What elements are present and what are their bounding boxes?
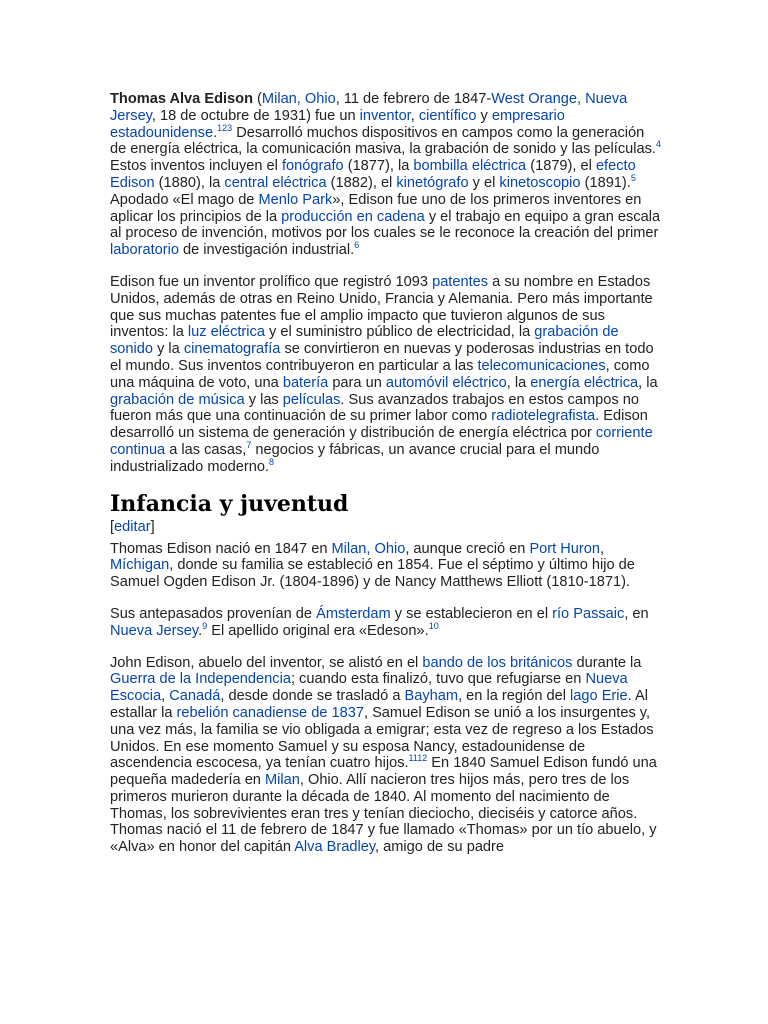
text-run: ( [253, 91, 262, 107]
article-link[interactable]: películas [282, 391, 341, 408]
article-link[interactable]: Ámsterdam [316, 605, 391, 622]
article-link[interactable]: grabación de música [110, 391, 245, 408]
text-run: negocios y fábricas, un avance crucial para el mundo industrializado moderno. [110, 441, 600, 475]
ancestors-paragraph [110, 606, 662, 640]
article-link[interactable]: kinetógrafo [396, 174, 469, 191]
text-run: y las [244, 391, 283, 408]
text-run: (1882), el [326, 174, 397, 191]
text-run: », Edison fue uno de los primeros inventores en aplicar los principios de la [110, 191, 642, 225]
text-run: , Samuel Edison se unió a los insurgentes y, una vez más, la familia se vio obligada a emigrar; esta vez de regreso a los Estados Unidos. En ese momento Samuel y su esposa Nancy, estadounidense de ascendencia escocesa, ya tenían cuatro hijos. [110, 704, 654, 772]
edit-link[interactable]: editar [114, 518, 151, 535]
text-run: , [600, 540, 605, 557]
text-run: , en la región del [458, 688, 571, 705]
text-run: Edison fue un inventor prolífico que registró 1093 [110, 273, 433, 290]
text-run: Apodado «El mago de [110, 191, 259, 208]
article-link[interactable]: rebelión canadiense de 1837 [176, 704, 364, 721]
text-run: , 18 de octubre de 1931) fue un [151, 107, 360, 124]
text-run: . [198, 622, 203, 639]
article-link[interactable]: Milan, Ohio [331, 540, 406, 557]
article-link[interactable]: empresario estadounidense [110, 107, 565, 141]
text-run: . Al estallar la [110, 688, 648, 721]
article-link[interactable]: científico [418, 107, 477, 124]
text-run: John Edison, abuelo del inventor, se alistó en el [110, 654, 423, 671]
article-link[interactable]: central eléctrica [224, 174, 327, 191]
text-run: a las casas, [165, 441, 247, 458]
article-link[interactable]: cinematografía [183, 341, 281, 358]
text-run: durante la [572, 654, 642, 671]
article-link[interactable]: laboratorio [110, 242, 179, 259]
edit-bracket-open: [ [110, 518, 115, 535]
text-run: y [476, 107, 492, 124]
article-link[interactable]: Menlo Park [258, 191, 333, 208]
inventions-paragraph [110, 274, 662, 476]
text-run: , desde donde se trasladó a [220, 688, 405, 705]
text-run: , la [638, 374, 658, 391]
text-run: y se establecieron en el [390, 605, 553, 622]
article-link[interactable]: Milan, Ohio [261, 91, 336, 107]
text-run: para un [328, 374, 386, 391]
article-link[interactable]: Bayham [404, 688, 459, 705]
text-run: , [410, 107, 419, 124]
article-link[interactable]: luz eléctrica [187, 324, 265, 341]
text-run: , como una máquina de voto, una [110, 357, 650, 391]
text-run: ; cuando esta finalizó, tuvo que refugiarse en [290, 671, 586, 688]
article-link[interactable]: Milan [264, 772, 300, 789]
text-run: (1877), la [343, 158, 414, 175]
article-link[interactable]: producción en cadena [281, 208, 425, 225]
article-link[interactable]: fonógrafo [281, 158, 344, 175]
reference-superscript[interactable]: 1112 [408, 753, 428, 764]
text-run: , en [624, 605, 649, 622]
reference-superscript[interactable]: 5 [630, 173, 636, 184]
text-run: y el [468, 174, 500, 191]
article-link[interactable]: automóvil eléctrico [385, 374, 507, 391]
text-run: y el trabajo en equipo a gran escala al proceso de invención, motivos por los cuales se le reconoce la creación del primer [110, 208, 661, 242]
reference-superscript[interactable]: 7 [246, 440, 252, 451]
text-run: , la [506, 374, 531, 391]
reference-superscript[interactable]: 10 [428, 620, 439, 631]
text-run: Sus antepasados provenían de [110, 605, 317, 622]
reference-superscript[interactable]: 8 [269, 456, 275, 467]
article-link[interactable]: Port Huron [529, 540, 601, 557]
article-link[interactable]: kinetoscopio [499, 174, 581, 191]
family-history-paragraph [110, 655, 662, 857]
article-link[interactable]: Nueva Jersey [110, 622, 199, 639]
article-link[interactable]: telecomunicaciones [477, 357, 606, 374]
article-link[interactable]: Guerra de la Independencia [110, 671, 291, 688]
article-link[interactable]: efecto Edison [110, 158, 636, 191]
intro-paragraph [110, 91, 662, 259]
article-link[interactable]: Alva Bradley [294, 839, 376, 856]
text-run: . Edison desarrolló un sistema de generación y distribución de energía eléctrica por [110, 408, 648, 442]
text-run: , Ohio. Allí nacieron tres hijos más, pero tres de los primeros murieron durante la década de 1840. Al momento del nacimiento de Thomas, los sobrevivientes eran tres y tenían dieciocho, dieciséis y catorce años. Thomas nació el 11 de febrero de 1847 y fue llamado «Thomas» por un tío abuelo, y «Alva» en honor del capitán [110, 772, 657, 856]
text-run: , amigo de su padre [375, 839, 505, 856]
article-link[interactable]: corriente continua [110, 425, 653, 458]
bold-term: Thomas Alva Edison [110, 91, 253, 107]
article-link[interactable]: inventor [359, 107, 411, 124]
article-link[interactable]: Nueva Escocia [110, 671, 628, 705]
reference-superscript[interactable]: 6 [354, 240, 360, 251]
edit-bracket-close: ] [150, 518, 155, 535]
reference-superscript[interactable]: 9 [202, 620, 208, 631]
article-link[interactable]: bando de los británicos [422, 654, 573, 671]
article-link[interactable]: West Orange, Nueva Jersey [110, 91, 628, 124]
article-link[interactable]: Canadá [169, 688, 221, 705]
article-link[interactable]: Míchigan [110, 557, 170, 574]
text-run: y el suministro público de electricidad, la [264, 324, 535, 341]
reference-superscript[interactable]: 4 [655, 139, 661, 150]
text-run: . [213, 124, 218, 141]
article-link[interactable]: patentes [432, 273, 489, 290]
text-run: , 11 de febrero de 1847- [335, 91, 492, 107]
text-run: , aunque creció en [405, 540, 530, 557]
text-run: Desarrolló muchos dispositivos en campos como la generación de energía eléctrica, la comunicación masiva, la grabación de sonido y las películas. [110, 124, 656, 158]
text-run: . Sus avanzados trabajos en estos campos no fueron más que una continuación de su primer labor como [110, 391, 639, 425]
text-run: Estos inventos incluyen el [110, 158, 282, 175]
article-link[interactable]: río Passaic [552, 605, 625, 622]
section-heading: Infancia y juventud [110, 490, 349, 517]
text-run: (1879), el [526, 158, 596, 175]
article-link[interactable]: lago Erie [570, 688, 628, 705]
article-link[interactable]: bombilla eléctrica [413, 158, 527, 175]
text-run: de investigación industrial. [178, 242, 355, 259]
text-run: El apellido original era «Edeson». [207, 622, 429, 639]
article-link[interactable]: energía eléctrica [530, 374, 639, 391]
text-run: En 1840 Samuel Edison fundó una pequeña madedería en [110, 755, 657, 789]
birth-paragraph [110, 541, 662, 591]
article-body [110, 91, 662, 871]
edit-section [110, 519, 662, 536]
article-link[interactable]: radiotelegrafista [491, 408, 596, 425]
text-run: se convirtieron en nuevas y poderosas industrias en todo el mundo. Sus inventos contribuyeron en particular a las [110, 341, 654, 374]
text-run: y la [153, 341, 184, 358]
text-run: (1891). [580, 174, 631, 191]
text-run: Thomas Edison nació en 1847 en [110, 540, 332, 557]
reference-superscript[interactable]: 123 [217, 122, 233, 133]
text-run: a su nombre en Estados Unidos, además de otras en Reino Unido, Francia y Alemania. Pero más importante que sus muchas patentes fue el amplio impacto que tuvieron algunos de sus inventos: la [110, 273, 653, 341]
text-run: , [161, 688, 170, 705]
article-link[interactable]: grabación de sonido [110, 324, 619, 358]
text-run: , donde su familia se estableció en 1854. Fue el séptimo y último hijo de Samuel Ogden Edison Jr. (1804-1896) y de Nancy Matthews Elliott (1810-1871). [110, 557, 635, 591]
text-run: (1880), la [154, 174, 225, 191]
article-link[interactable]: batería [282, 374, 329, 391]
